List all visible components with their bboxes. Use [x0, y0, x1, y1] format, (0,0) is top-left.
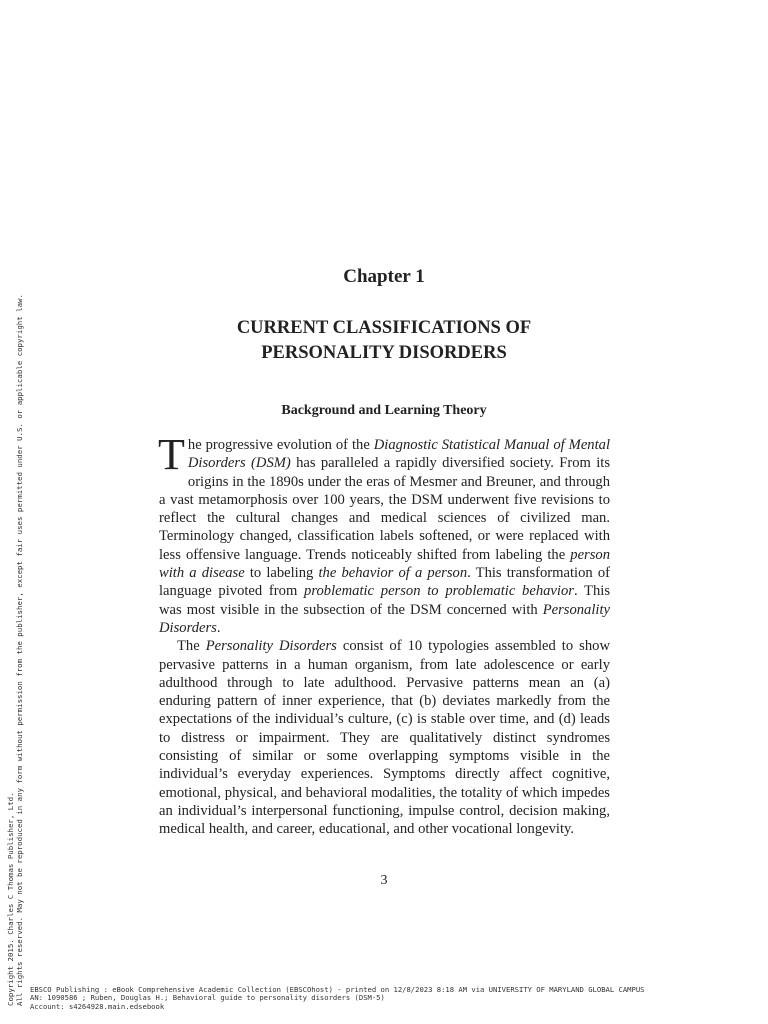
body-text: [158, 430, 611, 839]
footer-line-2: AN: 1090586 ; Ruben, Douglas H.; Behavioral guide to personality disorders (DSM-5): [30, 993, 385, 1003]
text-run: The: [177, 638, 206, 655]
italic-run: Personality Disorders: [159, 601, 610, 636]
text-run: to labeling: [244, 565, 319, 582]
footer-line-3: Account: s4264928.main.edsebook: [30, 1001, 165, 1011]
italic-run: person with a disease: [159, 546, 610, 582]
text-run: . This transformation of language pivoted from: [159, 565, 610, 600]
side-copyright-notice: [6, 0, 36, 1016]
text-run: has paralleled a rapidly diversified society. From its origins in the 1890s under the eras of Mesmer and Breuner, and through a vast metamorphosis over 100 years, the DSM underwent five revisions to reflect the cultural changes and medical sciences of civilized man. Terminology changed, classification labels softened, or were replaced with less offensive language. Trends noticeably shifted from labeling the: [159, 455, 610, 563]
page-number: 3: [380, 873, 388, 888]
footer-line-1: EBSCO Publishing : eBook Comprehensive Academic Collection (EBSCOhost) - printed on 12/8/2023 8:18 AM via UNIVERSITY OF MARYLAND GLOBAL CAMPUS: [30, 985, 645, 994]
italic-run: problematic person to problematic behavior: [304, 583, 574, 600]
chapter-title-line-1: CURRENT CLASSIFICATIONS OF: [236, 318, 532, 338]
paragraph-2: [159, 637, 610, 838]
italic-run: Personality Disorders: [205, 638, 337, 655]
text-run: .: [216, 619, 221, 636]
text-run: . This was most visible in the subsection of the DSM concerned with: [159, 583, 611, 618]
chapter-title-line-2: PERSONALITY DISORDERS: [261, 343, 507, 363]
copyright-line-1: Copyright 2015. Charles C Thomas Publisher, Ltd.: [6, 792, 15, 1006]
paragraph-1: [158, 430, 611, 637]
section-heading: Background and Learning Theory: [281, 403, 487, 418]
italic-run: the behavior of a person: [318, 565, 468, 582]
chapter-title: [0, 316, 768, 366]
print-footer: [30, 986, 760, 1011]
drop-cap: T: [158, 430, 185, 479]
chapter-number: Chapter 1: [343, 266, 425, 287]
copyright-line-2: All rights reserved. May not be reproduced in any form without permission from the publisher, except fair uses permitted under U.S. or applicable copyright law.: [15, 294, 24, 1006]
text-run: he progressive evolution of the: [187, 437, 374, 453]
italic-run: Diagnostic Statistical Manual of Mental Disorders (DSM): [187, 437, 611, 472]
text-run: consist of 10 typologies assembled to show pervasive patterns in a human organism, from late adolescence or early adulthood through to late adulthood. Pervasive patterns mean an (a) enduring pattern of inner experience, that (b) deviates markedly from the expectations of the individual’s culture, (c) is stable over time, and (d) leads to distress or impairment. They are qualitatively distinct syndromes consisting of similar or some overlapping symptoms visible in the individual’s everyday experiences. Symptoms directly affect cognitive, emotional, physical, and behavioral modalities, the totality of which impedes an individual’s interpersonal functioning, impulse control, decision making, medical health, and career, educational, and other vocational longevity.: [159, 638, 610, 838]
